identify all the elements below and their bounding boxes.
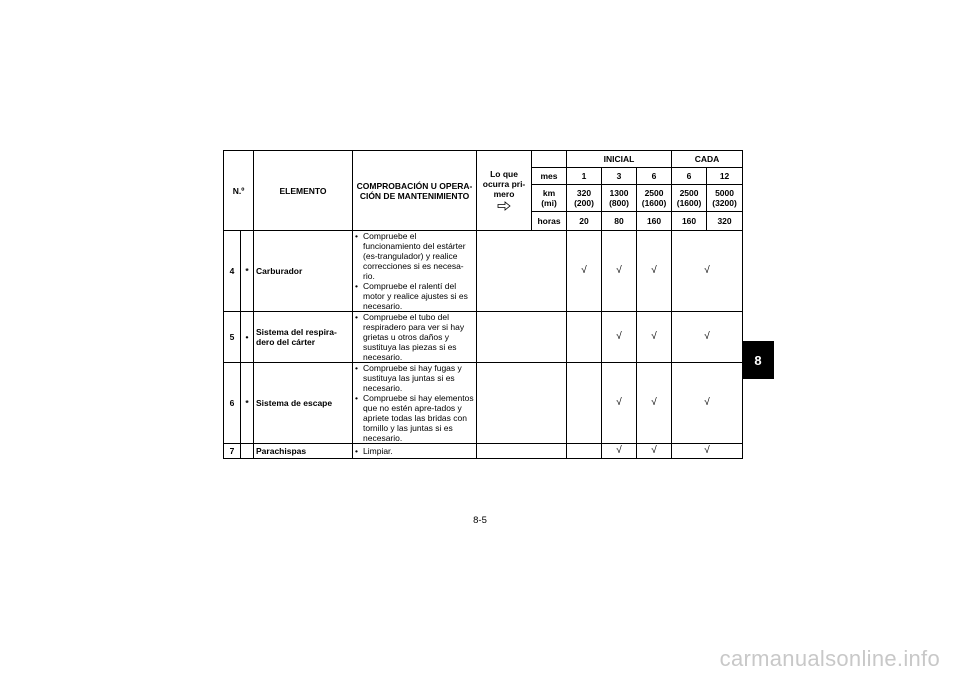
row-checks [353, 363, 477, 444]
tick-cell: √ [637, 312, 672, 363]
table-row [224, 312, 743, 363]
hours-cell: 160 [637, 212, 672, 231]
unit-month: mes [532, 168, 567, 185]
tick-cell: √ [602, 312, 637, 363]
watermark: carmanualsonline.info [719, 646, 940, 671]
header-no: N.º [224, 151, 254, 231]
km-cell: 2500 (1600) [637, 185, 672, 212]
hours-cell: 160 [672, 212, 707, 231]
header-check: COMPROBACIÓN U OPERA-CIÓN DE MANTENIMIENTO [353, 151, 477, 231]
chapter-tab-marker: 8 [742, 341, 774, 379]
month-cell: 6 [672, 168, 707, 185]
tick-cell: √ [637, 231, 672, 312]
tick-cell: √ [602, 231, 637, 312]
tick-cell: √ [637, 444, 672, 459]
header-first [477, 151, 532, 231]
km-cell: 5000 (3200) [707, 185, 743, 212]
row-element: Sistema del respira-dero del cárter [254, 312, 353, 363]
tick-cell [477, 312, 567, 363]
header-initial: INICIAL [567, 151, 672, 168]
unit-km: km (mi) [532, 185, 567, 212]
month-cell: 3 [602, 168, 637, 185]
tick-cell [477, 363, 567, 444]
header-first-label: Lo que ocurra pri-mero [482, 168, 526, 199]
month-cell: 1 [567, 168, 602, 185]
header-every: CADA [672, 151, 743, 168]
row-mark [241, 444, 254, 459]
page-number: 8-5 [473, 515, 487, 526]
tick-cell [477, 444, 567, 459]
header-blank [532, 151, 567, 168]
km-cell: 2500 (1600) [672, 185, 707, 212]
table-row [224, 444, 743, 459]
unit-hours: horas [532, 212, 567, 231]
row-mark: * [241, 231, 254, 312]
tick-cell: √ [637, 363, 672, 444]
tick-cell: √ [672, 312, 743, 363]
row-element: Parachispas [254, 444, 353, 459]
tick-cell: √ [567, 231, 602, 312]
row-checks [353, 312, 477, 363]
check-item: • Compruebe si hay elementos que no estén apre-tados y apriete todas las bridas con tornillo y las juntas si es necesario. [355, 393, 474, 443]
tick-cell: √ [672, 231, 743, 312]
tick-cell [567, 363, 602, 444]
row-element: Sistema de escape [254, 363, 353, 444]
check-item: • Compruebe si hay fugas y sustituya las juntas si es necesario. [355, 363, 474, 393]
row-number: 4 [224, 231, 241, 312]
tick-cell [567, 312, 602, 363]
tick-cell: √ [602, 444, 637, 459]
check-item: • Compruebe el ralentí del motor y realice ajustes si es necesario. [355, 281, 474, 311]
arrow-right-icon [497, 201, 511, 213]
tick-cell: √ [672, 444, 743, 459]
tick-cell: √ [602, 363, 637, 444]
month-cell: 6 [637, 168, 672, 185]
tick-cell [477, 231, 567, 312]
km-cell: 320 (200) [567, 185, 602, 212]
check-item: • Compruebe el funcionamiento del estárter (es-trangulador) y realice correcciones si es necesa-rio. [355, 231, 474, 281]
row-checks [353, 231, 477, 312]
header-element: ELEMENTO [254, 151, 353, 231]
table-row [224, 231, 743, 312]
tick-cell: √ [672, 363, 743, 444]
row-number: 7 [224, 444, 241, 459]
row-mark: * [241, 363, 254, 444]
month-cell: 12 [707, 168, 743, 185]
check-item: • Compruebe el tubo del respiradero para ver si hay grietas u otros daños y sustituya las piezas si es necesario. [355, 312, 474, 362]
table-row [224, 363, 743, 444]
hours-cell: 320 [707, 212, 743, 231]
hours-cell: 80 [602, 212, 637, 231]
hours-cell: 20 [567, 212, 602, 231]
tick-cell [567, 444, 602, 459]
row-checks [353, 444, 477, 459]
km-cell: 1300 (800) [602, 185, 637, 212]
check-item: • Limpiar. [355, 446, 474, 456]
row-element: Carburador [254, 231, 353, 312]
row-mark: • [241, 312, 254, 363]
maintenance-table [223, 150, 743, 459]
row-number: 6 [224, 363, 241, 444]
row-number: 5 [224, 312, 241, 363]
